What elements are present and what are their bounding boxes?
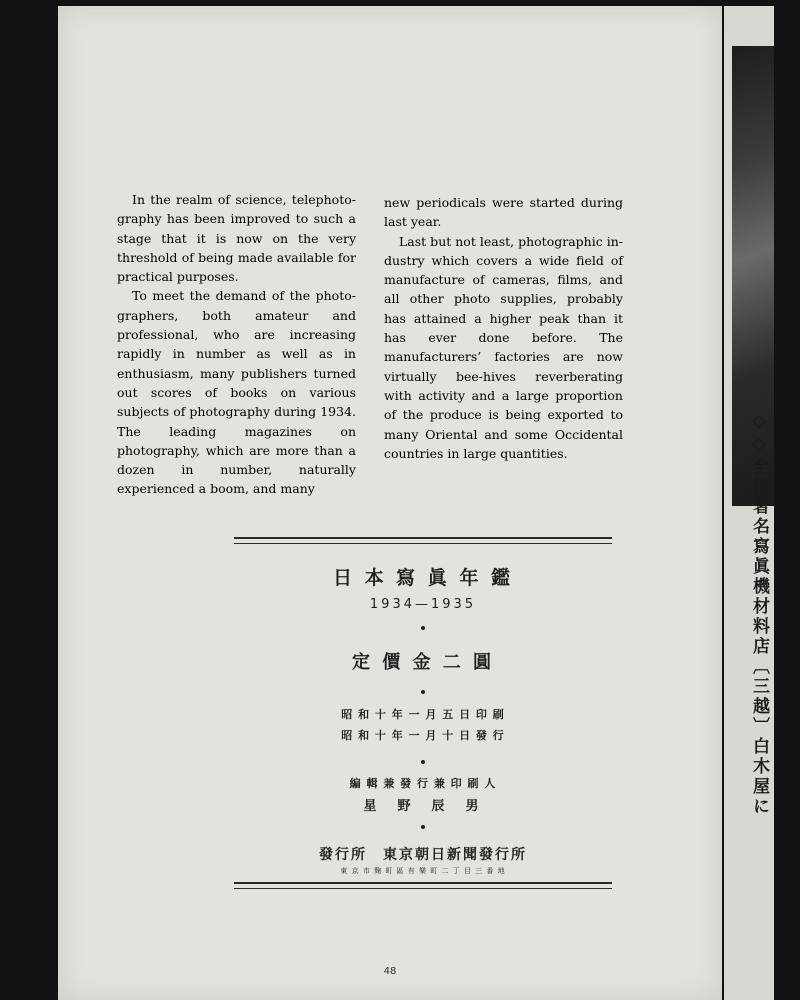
paragraph: To meet the demand of the photographers, both amateur and professional, who are increasing rapidly in number as well as in enthusiasm, many publishers turned out scores of books on various subjects of photography during 1934. The leading magazines on photography, which are more than a dozen in number, naturally experienced a boom, and many bbox=[117, 288, 356, 497]
paragraph: In the realm of science, telephotography has been improved to such a stage that it is now on the very threshold of being made available for practical purposes. bbox=[117, 192, 356, 285]
publisher-address: 東 京 市 麴 町 區 有 樂 町 二 丁 目 三 番 地 bbox=[340, 867, 506, 875]
separator-dot bbox=[421, 690, 425, 694]
separator-dot bbox=[421, 760, 425, 764]
editor-name: 星 野 辰 男 bbox=[363, 799, 483, 814]
issue-date: 昭 和 十 年 一 月 十 日 發 行 bbox=[341, 729, 505, 742]
book-title: 日 本 寫 眞 年 鑑 bbox=[332, 567, 514, 589]
paragraph: new periodicals were started during last year. bbox=[384, 195, 623, 230]
separator-dot bbox=[421, 825, 425, 829]
double-rule-bottom bbox=[234, 882, 612, 889]
publisher: 發行所 東京朝日新聞發行所 bbox=[319, 847, 527, 863]
adjacent-page bbox=[724, 6, 774, 1000]
paragraph: Last but not least, photographic industry which covers a wide field of manufacture of cameras, films, and all other photo supplies, probably has attained a higher peak than it has ever done before. The manufacturers’ factories are now virtually bee-hives reverberating with activity and a large proportion of the produce is being exported to many Oriental and some Occidental countries in large quantities. bbox=[384, 233, 623, 461]
separator-dot bbox=[421, 626, 425, 630]
page-number: 48 bbox=[383, 966, 397, 977]
left-text-column bbox=[117, 190, 356, 499]
editor-role: 編 輯 兼 發 行 兼 印 刷 人 bbox=[349, 777, 497, 790]
print-date: 昭 和 十 年 一 月 五 日 印 刷 bbox=[341, 708, 505, 721]
book-years: 1934—1935 bbox=[369, 597, 477, 612]
price: 定 價 金 二 圓 bbox=[351, 652, 495, 673]
right-text-column bbox=[384, 193, 623, 463]
double-rule-top bbox=[234, 537, 612, 544]
adjacent-page-vertical-text: ◇◇全國著名寫眞機材料店〔三越〕白木屋に bbox=[749, 411, 769, 817]
